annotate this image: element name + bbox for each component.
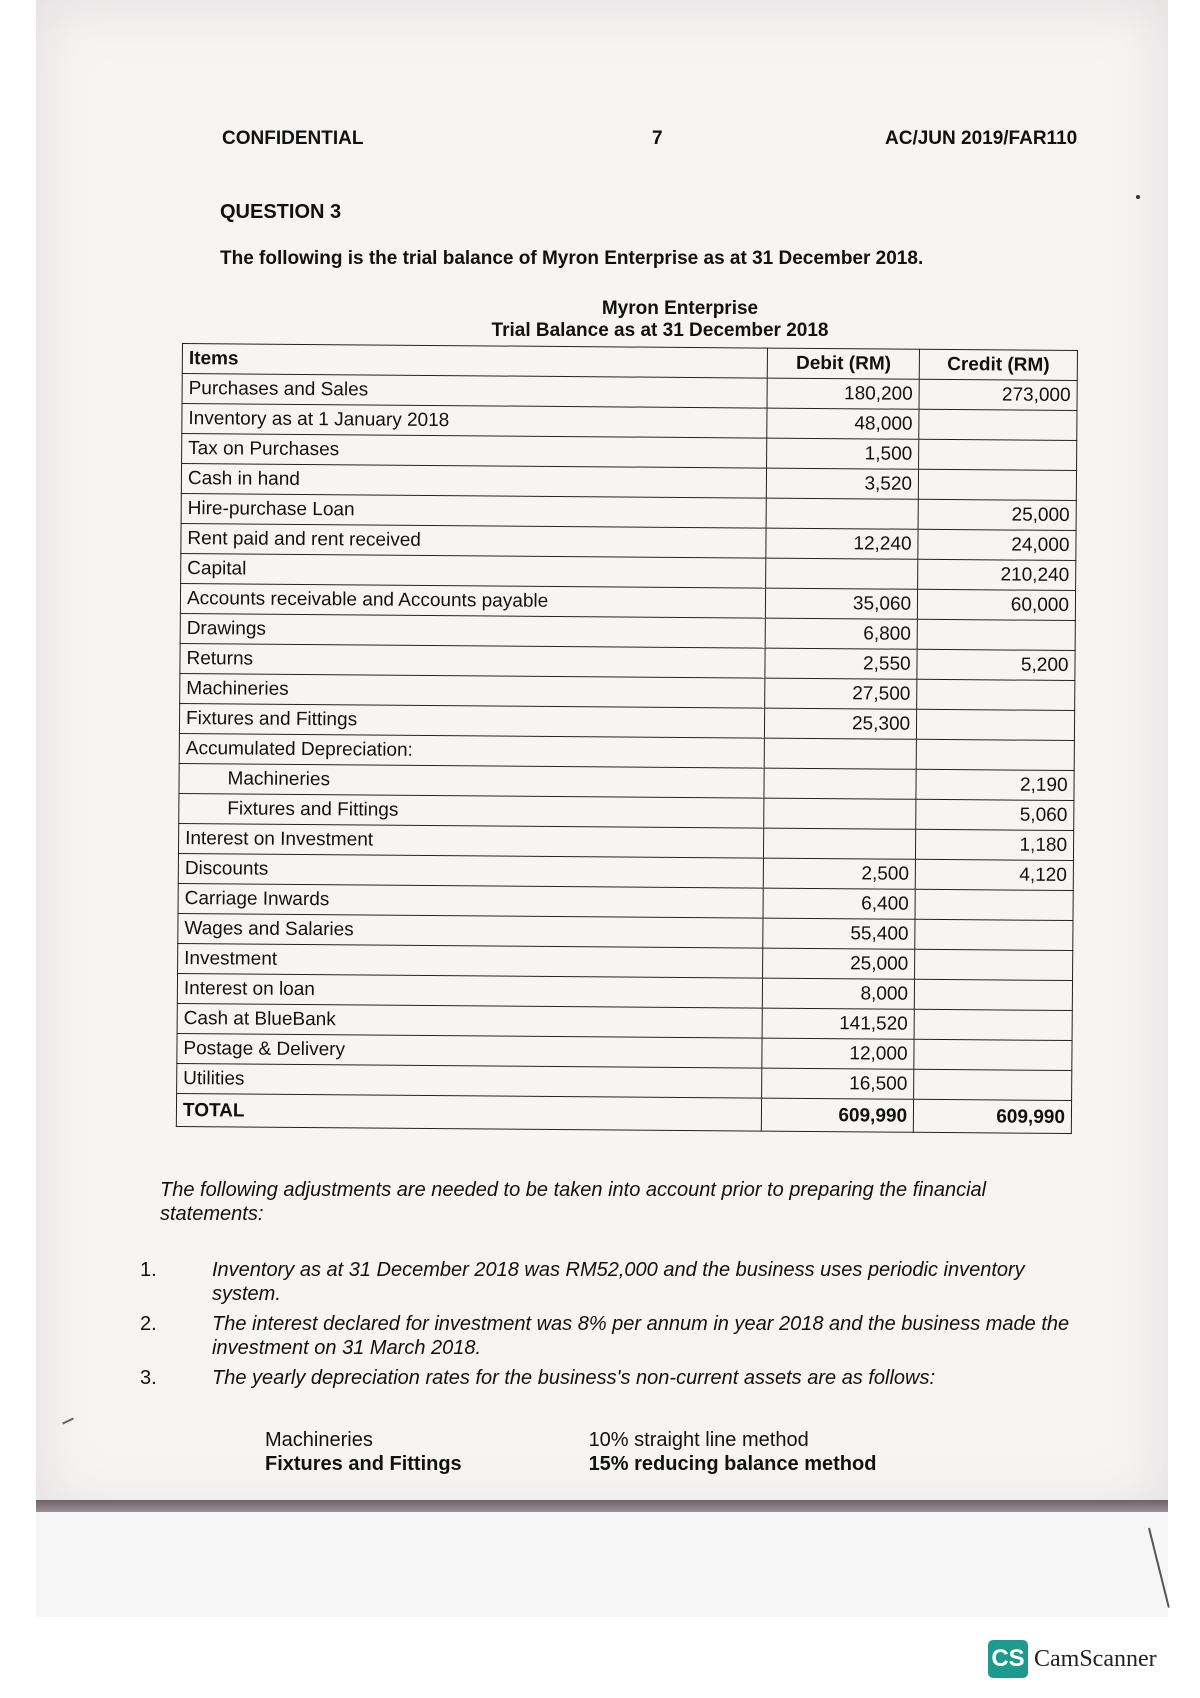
row-debit: 1,500 [767,438,919,469]
row-debit: 27,500 [765,678,917,709]
row-item: Interest on loan [177,973,762,1008]
row-item: Machineries [180,673,765,708]
adjustment-item [140,1366,1090,1390]
total-credit: 609,990 [913,1099,1071,1133]
row-debit: 180,200 [767,378,919,409]
adjustment-text: The yearly depreciation rates for the business's non-current assets are as follows: [212,1367,936,1389]
row-credit [915,919,1073,950]
adjustment-item [140,1312,1090,1360]
adjustment-number: 2. [140,1313,157,1335]
row-debit: 35,060 [766,588,918,619]
rate-value: 15% reducing balance method [588,1453,877,1475]
col-items-header: Items [182,344,767,379]
depreciation-rates [265,1428,876,1476]
row-credit [917,619,1075,650]
row-credit [914,1039,1072,1070]
total-label: TOTAL [176,1093,761,1131]
camscanner-logo-icon: CS [988,1640,1028,1678]
col-debit-header: Debit (RM) [767,348,919,379]
row-item: Drawings [180,613,765,648]
question-title: QUESTION 3 [220,201,342,223]
page-number: 7 [652,128,663,149]
row-debit: 6,400 [763,888,915,919]
row-credit: 1,180 [916,829,1074,860]
row-debit: 25,300 [765,708,917,739]
rate-row-machineries [265,1428,876,1452]
row-debit [764,798,916,829]
row-debit: 3,520 [767,468,919,499]
row-item: Wages and Salaries [178,913,763,948]
row-debit: 16,500 [762,1068,914,1099]
question-intro: The following is the trial balance of Myron Enterprise as at 31 December 2018. [220,248,924,269]
course-code: AC/JUN 2019/FAR110 [885,128,1078,149]
row-item: Discounts [178,853,763,888]
row-item: Rent paid and rent received [181,523,766,558]
row-item: Fixtures and Fittings [179,793,764,828]
row-credit [919,439,1077,470]
row-debit: 2,500 [763,858,915,889]
row-debit: 12,000 [762,1038,914,1069]
adjustment-number: 3. [140,1367,157,1389]
row-credit [919,409,1077,440]
row-debit: 6,800 [765,618,917,649]
ink-dot [1136,195,1140,199]
company-name: Myron Enterprise [601,298,759,319]
paper-lower-area [36,1512,1168,1617]
row-debit [764,828,916,859]
row-item: Purchases and Sales [182,374,767,409]
rate-value: 10% straight line method [588,1429,809,1451]
total-debit: 609,990 [762,1098,914,1132]
header-confidential: CONFIDENTIAL [222,128,364,149]
row-credit: 273,000 [919,379,1077,410]
row-credit [916,739,1074,770]
rate-asset: Fixtures and Fittings [265,1453,462,1475]
row-item: Tax on Purchases [182,434,767,469]
camscanner-name: CamScanner [1034,1645,1157,1672]
row-debit [764,738,916,769]
row-item: Carriage Inwards [178,883,763,918]
trial-balance-title: Trial Balance as at 31 December 2018 [491,320,829,341]
adjustment-text: Inventory as at 31 December 2018 was RM52,000 and the business uses periodic inventory system. [212,1259,1025,1305]
row-item: Fixtures and Fittings [179,703,764,738]
row-credit: 25,000 [918,499,1076,530]
row-debit: 141,520 [762,1008,914,1039]
row-credit [917,679,1075,710]
row-item: Investment [178,943,763,978]
row-item: Capital [181,553,766,588]
total-row [176,1093,1071,1133]
row-credit: 5,060 [916,799,1074,830]
row-debit [766,498,918,529]
row-debit [764,768,916,799]
trial-balance-table [176,343,1078,1134]
adjustments-list [140,1258,1090,1396]
row-item: Cash in hand [181,464,766,499]
row-credit: 60,000 [917,589,1075,620]
row-credit: 2,190 [916,769,1074,800]
row-credit [914,979,1072,1010]
row-debit: 25,000 [763,948,915,979]
row-credit [917,709,1075,740]
row-debit [766,558,918,589]
row-debit: 12,240 [766,528,918,559]
trial-balance-body [177,374,1078,1101]
row-credit: 24,000 [918,529,1076,560]
row-credit [914,1069,1072,1100]
rate-asset: Machineries [265,1429,373,1451]
camscanner-watermark [988,1640,1157,1678]
adjustment-item [140,1258,1090,1306]
row-item: Cash at BlueBank [177,1003,762,1038]
paper-shadow-edge [36,1500,1168,1512]
row-item: Machineries [179,763,764,798]
adjustments-intro: The following adjustments are needed to be taken into account prior to preparing the financial statements: [160,1179,987,1225]
row-credit: 5,200 [917,649,1075,680]
row-credit: 4,120 [915,859,1073,890]
row-item: Inventory as at 1 January 2018 [182,404,767,439]
rate-row-fixtures [265,1452,876,1476]
adjustment-number: 1. [140,1259,157,1281]
row-debit: 55,400 [763,918,915,949]
row-item: Returns [180,643,765,678]
row-item: Utilities [177,1063,762,1098]
row-item: Hire-purchase Loan [181,493,766,528]
row-credit: 210,240 [918,559,1076,590]
adjustment-text: The interest declared for investment was 8% per annum in year 2018 and the business made the investment on 31 March 2018. [212,1313,1070,1359]
row-credit [914,1009,1072,1040]
row-item: Accumulated Depreciation: [179,733,764,768]
row-credit [915,889,1073,920]
row-credit [918,469,1076,500]
row-debit: 48,000 [767,408,919,439]
row-debit: 8,000 [763,978,915,1009]
row-item: Accounts receivable and Accounts payable [180,583,765,618]
row-debit: 2,550 [765,648,917,679]
row-item: Postage & Delivery [177,1033,762,1068]
row-credit [915,949,1073,980]
col-credit-header: Credit (RM) [919,349,1077,380]
row-item: Interest on Investment [178,823,763,858]
